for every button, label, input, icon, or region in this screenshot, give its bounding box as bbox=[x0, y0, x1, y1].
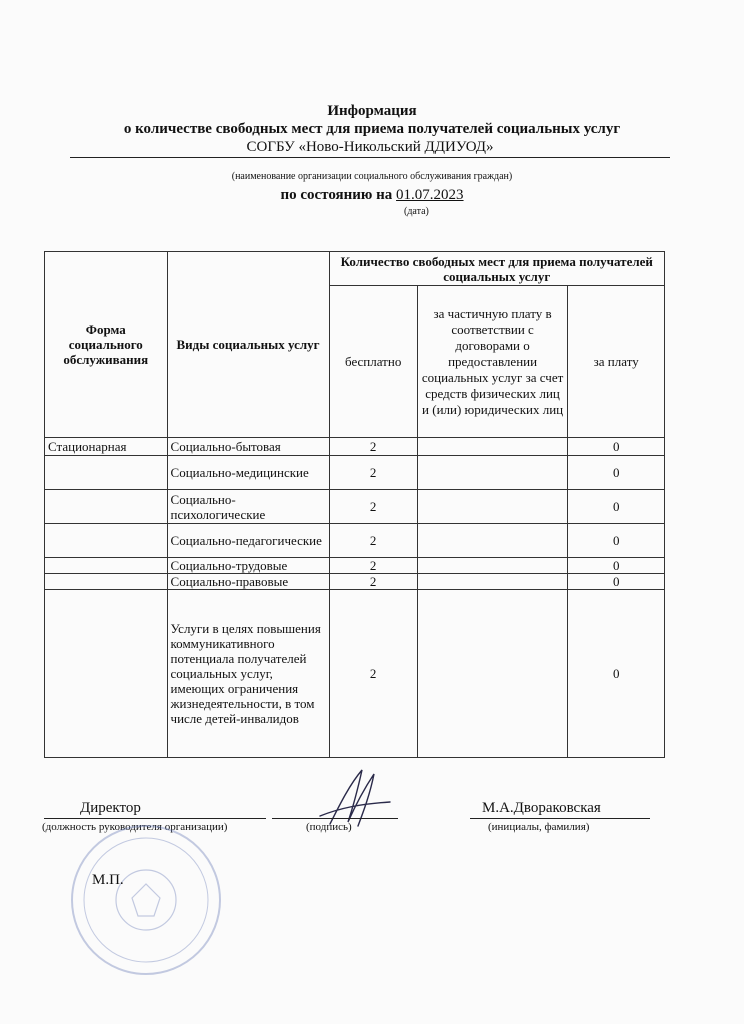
name-line bbox=[470, 818, 650, 819]
position-line bbox=[44, 818, 266, 819]
cell-free: 2 bbox=[329, 590, 417, 758]
cell-form bbox=[45, 590, 168, 758]
table-row bbox=[45, 524, 665, 558]
header-partial: за частичную плату в соответствии с договорами о предоставлении социальных услуг за счет средств физических лиц и (или) юридических лиц bbox=[417, 286, 568, 438]
cell-free: 2 bbox=[329, 574, 417, 590]
date-caption: (дата) bbox=[404, 206, 429, 217]
cell-form bbox=[45, 490, 168, 524]
director-name: М.А.Дворaковская bbox=[482, 800, 601, 816]
organization-name: СОГБУ «Ново-Никольский ДДИУОД» bbox=[70, 138, 670, 158]
cell-partial bbox=[417, 524, 568, 558]
director-position: Директор bbox=[80, 800, 141, 816]
cell-type: Социально-психологические bbox=[167, 490, 329, 524]
state-prefix: по состоянию на bbox=[280, 187, 397, 203]
cell-paid: 0 bbox=[568, 438, 665, 456]
cell-paid: 0 bbox=[568, 574, 665, 590]
cell-type: Социально-бытовая bbox=[167, 438, 329, 456]
cell-partial bbox=[417, 456, 568, 490]
header-paid: за плату bbox=[568, 286, 665, 438]
table-row bbox=[45, 438, 665, 456]
cell-type: Социально-правовые bbox=[167, 574, 329, 590]
cell-type: Социально-педагогические bbox=[167, 524, 329, 558]
table-row bbox=[45, 574, 665, 590]
table-row bbox=[45, 490, 665, 524]
organization-caption: (наименование организации социального обслуживания граждан) bbox=[231, 171, 513, 182]
cell-partial bbox=[417, 490, 568, 524]
position-caption: (должность руководителя организации) bbox=[42, 821, 228, 833]
cell-form bbox=[45, 574, 168, 590]
cell-paid: 0 bbox=[568, 590, 665, 758]
cell-free: 2 bbox=[329, 438, 417, 456]
table-row bbox=[45, 558, 665, 574]
cell-partial bbox=[417, 558, 568, 574]
name-caption: (инициалы, фамилия) bbox=[488, 821, 590, 833]
table-row bbox=[45, 590, 665, 758]
cell-form bbox=[45, 524, 168, 558]
vacancies-table bbox=[44, 251, 665, 758]
cell-free: 2 bbox=[329, 558, 417, 574]
doc-title: Информация bbox=[327, 103, 417, 119]
header-group: Количество свободных мест для приема получателей социальных услуг bbox=[329, 252, 664, 286]
cell-partial bbox=[417, 438, 568, 456]
cell-partial bbox=[417, 574, 568, 590]
cell-form bbox=[45, 558, 168, 574]
cell-free: 2 bbox=[329, 490, 417, 524]
header-free: бесплатно bbox=[329, 286, 417, 438]
cell-paid: 0 bbox=[568, 490, 665, 524]
cell-form: Стационарная bbox=[45, 438, 168, 456]
state-line bbox=[0, 187, 744, 204]
cell-free: 2 bbox=[329, 524, 417, 558]
cell-type: Социально-медицинские bbox=[167, 456, 329, 490]
state-date: 01.07.2023 bbox=[396, 187, 464, 203]
cell-type: Услуги в целях повышения коммуникативного потенциала получателей социальных услуг, имеющих ограничения жизнедеятельности, в том числе детей-инвалидов bbox=[167, 590, 329, 758]
stamp-place: М.П. bbox=[92, 872, 124, 888]
header-form: Форма социального обслуживания bbox=[45, 252, 168, 438]
header-type: Виды социальных услуг bbox=[167, 252, 329, 438]
table-row bbox=[45, 456, 665, 490]
signature-caption: (подпись) bbox=[306, 821, 352, 833]
cell-paid: 0 bbox=[568, 456, 665, 490]
cell-paid: 0 bbox=[568, 524, 665, 558]
cell-type: Социально-трудовые bbox=[167, 558, 329, 574]
cell-free: 2 bbox=[329, 456, 417, 490]
signature-line bbox=[272, 818, 398, 819]
cell-form bbox=[45, 456, 168, 490]
cell-paid: 0 bbox=[568, 558, 665, 574]
cell-partial bbox=[417, 590, 568, 758]
round-seal-icon bbox=[66, 820, 226, 980]
doc-subtitle: о количестве свободных мест для приема получателей социальных услуг bbox=[123, 121, 621, 137]
